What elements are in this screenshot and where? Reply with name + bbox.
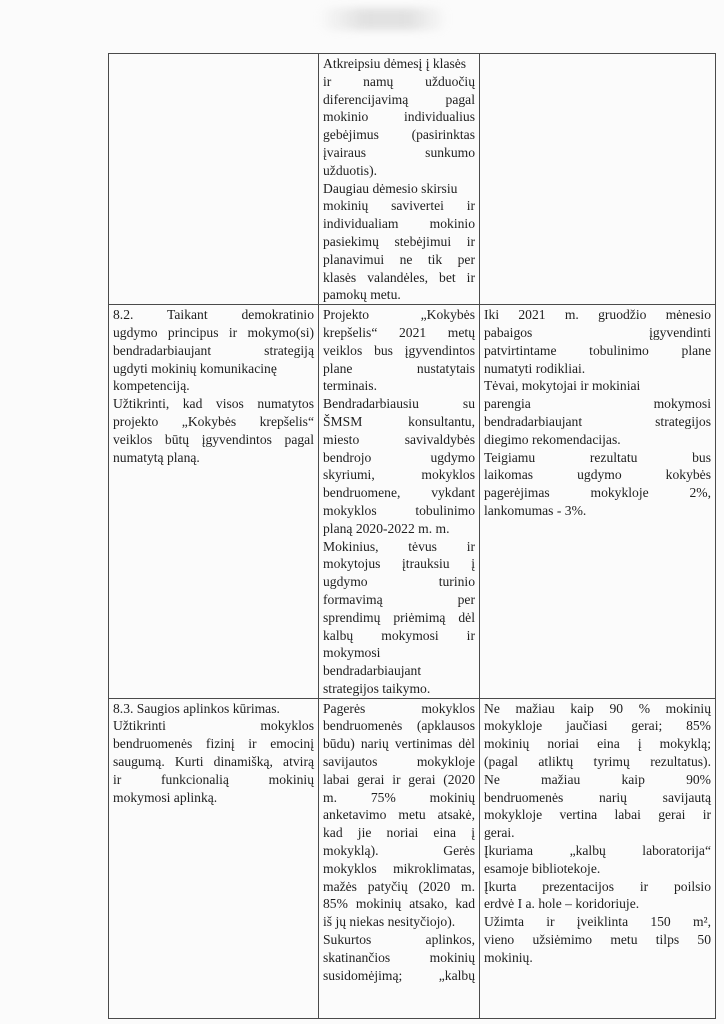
text-line: skatinančios mokinių <box>323 949 475 965</box>
text-line: ir funkcionalią mokinių <box>113 771 314 787</box>
text-line: labai gerai ir gerai (2020 <box>323 771 475 787</box>
text-line: projekto „Kokybės krepšelis“ <box>113 413 314 429</box>
text-line: mokytojus įtrauksiu į <box>323 556 475 572</box>
text-line: ugdymo turinio <box>323 574 475 590</box>
text-line: bendruomene, vykdant <box>323 485 475 501</box>
text-line: numatytą planą. <box>113 449 200 465</box>
text-line: mokyklos mikroklimatas, <box>323 860 475 876</box>
text-line: Užimta ir įveiklinta 150 m², <box>484 914 711 930</box>
table-row-8-2 <box>109 305 716 699</box>
text-line: pasiekimų stebėjimui ir <box>323 233 475 249</box>
faded-header-mark <box>318 8 448 30</box>
text-line: mokinių noriai eina į mokyklą; <box>484 736 711 752</box>
text-line: veiklos bus įgyvendintos <box>323 342 475 358</box>
text-line: mokyklą). Gerės <box>323 843 475 859</box>
table-row-continuation <box>109 54 716 305</box>
text-line: plane nustatytais <box>323 360 475 376</box>
text-line: mokinio individualius <box>323 109 475 125</box>
text-line: diegimo rekomendacijas. <box>484 431 621 447</box>
text-line: mokymosi <box>323 645 381 661</box>
text-line: Atkreipsiu dėmesį į klasės <box>323 56 467 71</box>
text-line: ugdyti mokinių komunikacinę <box>113 360 277 376</box>
text-line: mokymosi aplinką. <box>113 789 218 805</box>
plan-table <box>108 53 716 1019</box>
text-line: anketavimo metu atsakė, <box>323 807 475 823</box>
text-line: 85% mokinių atsako, kad <box>323 896 475 912</box>
text-line: kompetenciją. <box>113 378 190 394</box>
text-line: pabaigos įgyvendinti <box>484 324 711 340</box>
text-line: Bendradarbiausiu su <box>323 396 475 412</box>
text-line: klasės valandėles, bet ir <box>323 269 475 285</box>
text-line: esamoje bibliotekoje. <box>484 860 601 876</box>
text-line: 8.3. Saugios aplinkos kūrimas. <box>113 700 280 716</box>
text-line: ugdymo principus ir mokymo(si) <box>113 324 314 340</box>
text-line: mokinių. <box>484 949 533 965</box>
text-line: ŠMSM konsultantu, <box>323 413 475 429</box>
text-line: (pagal atliktų tyrimų rezultatus). <box>484 754 711 770</box>
text-line: diferencijavimą pagal <box>323 91 475 107</box>
text-line: erdvė I a. hole – koridoriuje. <box>484 896 640 912</box>
text-line: bendruomenės fizinį ir emocinį <box>113 736 314 752</box>
text-line: veiklos būtų įgyvendintos pagal <box>113 431 314 447</box>
text-line: gerai. <box>484 825 515 841</box>
text-line: užduotis). <box>323 162 377 178</box>
text-line: individualiam mokinio <box>323 216 475 232</box>
text-line: Užtikrinti mokyklos <box>113 718 314 734</box>
text-line: Daugiau dėmesio skirsiu <box>323 180 458 196</box>
text-line: gebėjimus (pasirinktas <box>323 127 475 143</box>
text-line: strategijos taikymo. <box>323 680 431 696</box>
text-line: Ne mažiau kaip 90% <box>484 771 711 787</box>
text-line: Įkuriama „kalbų laboratorija“ <box>484 843 711 859</box>
text-line: bendruomenės narių savijautą <box>484 789 711 805</box>
text-line: susidomėjimą; „kalbų <box>323 967 475 983</box>
goal-cell <box>109 698 319 1018</box>
text-line: planą 2020-2022 m. m. <box>323 520 450 536</box>
text-line: numatyti rodikliai. <box>484 360 586 376</box>
text-line: formavimą per <box>323 591 475 607</box>
text-line: mokykloje vertina labai gerai ir <box>484 807 711 823</box>
text-line: Įkurta prezentacijos ir poilsio <box>484 878 711 894</box>
text-line: savijautos mokykloje <box>323 754 475 770</box>
text-line: patvirtintame tobulinimo plane <box>484 342 711 358</box>
text-line: iš jų niekas nesityčiojo). <box>323 914 456 930</box>
text-line: parengia mokymosi <box>484 396 711 412</box>
text-line: kalbų mokymosi ir <box>323 627 475 643</box>
results-cell <box>480 698 716 1018</box>
text-line: Projekto „Kokybės <box>323 307 475 323</box>
text-line: terminais. <box>323 378 377 394</box>
text-line: laikomas ugdymo kokybės <box>484 467 711 483</box>
text-line: skyriumi, mokyklos <box>323 467 475 483</box>
text-line: kad jie noriai eina į <box>323 825 475 841</box>
text-line: krepšelis“ 2021 metų <box>323 324 475 340</box>
text-line: vieno užsiėmimo metu tilps 50 <box>484 932 711 948</box>
text-line: bendruomenės (apklausos <box>323 718 475 734</box>
text-line: planavimui ne tik per <box>323 251 475 267</box>
text-line: bendradarbiaujant strategijos <box>484 413 711 429</box>
text-line: m. 75% mokinių <box>323 789 475 805</box>
text-line: 8.2. Taikant demokratinio <box>113 307 314 323</box>
text-line: Tėvai, mokytojai ir mokiniai <box>484 378 641 394</box>
results-cell <box>480 305 716 699</box>
text-line: mokyklos tobulinimo <box>323 502 475 518</box>
activities-cell <box>319 698 480 1018</box>
text-line: lankomumas - 3%. <box>484 502 587 518</box>
text-line: saugumą. Kurti dinamišką, atvirą <box>113 754 314 770</box>
activities-cell <box>319 54 480 305</box>
text-line: Teigiamu rezultatu bus <box>484 449 711 465</box>
text-line: bendrojo ugdymo <box>323 449 475 465</box>
text-line: miesto savivaldybės <box>323 431 475 447</box>
text-line: pamokų metu. <box>323 287 401 303</box>
text-line: bendradarbiaujant <box>323 663 422 679</box>
text-line: mažės patyčių (2020 m. <box>323 878 475 894</box>
text-line: Užtikrinti, kad visos numatytos <box>113 396 314 412</box>
text-line: Mokinius, tėvus ir <box>323 538 475 554</box>
text-line: mokykloje jaučiasi gerai; 85% <box>484 718 711 734</box>
text-line: Sukurtos aplinkos, <box>323 932 475 948</box>
goal-cell <box>109 305 319 699</box>
results-cell <box>480 54 716 305</box>
text-line: įvairaus sunkumo <box>323 144 475 160</box>
text-line: ir namų užduočių <box>323 73 475 89</box>
text-line: pagerėjimas mokykloje 2%, <box>484 485 711 501</box>
text-line: būdu) narių vertinimas dėl <box>323 736 475 752</box>
activities-cell <box>319 305 480 699</box>
text-line: mokinių savivertei ir <box>323 198 475 214</box>
text-line: sprendimų priėmimą dėl <box>323 609 475 625</box>
text-line: Pagerės mokyklos <box>323 700 475 716</box>
table-row-8-3 <box>109 698 716 1018</box>
text-line: Ne mažiau kaip 90 % mokinių <box>484 700 711 716</box>
goal-cell <box>109 54 319 305</box>
text-line: Iki 2021 m. gruodžio mėnesio <box>484 307 711 323</box>
text-line: bendradarbiaujant strategiją <box>113 342 314 358</box>
